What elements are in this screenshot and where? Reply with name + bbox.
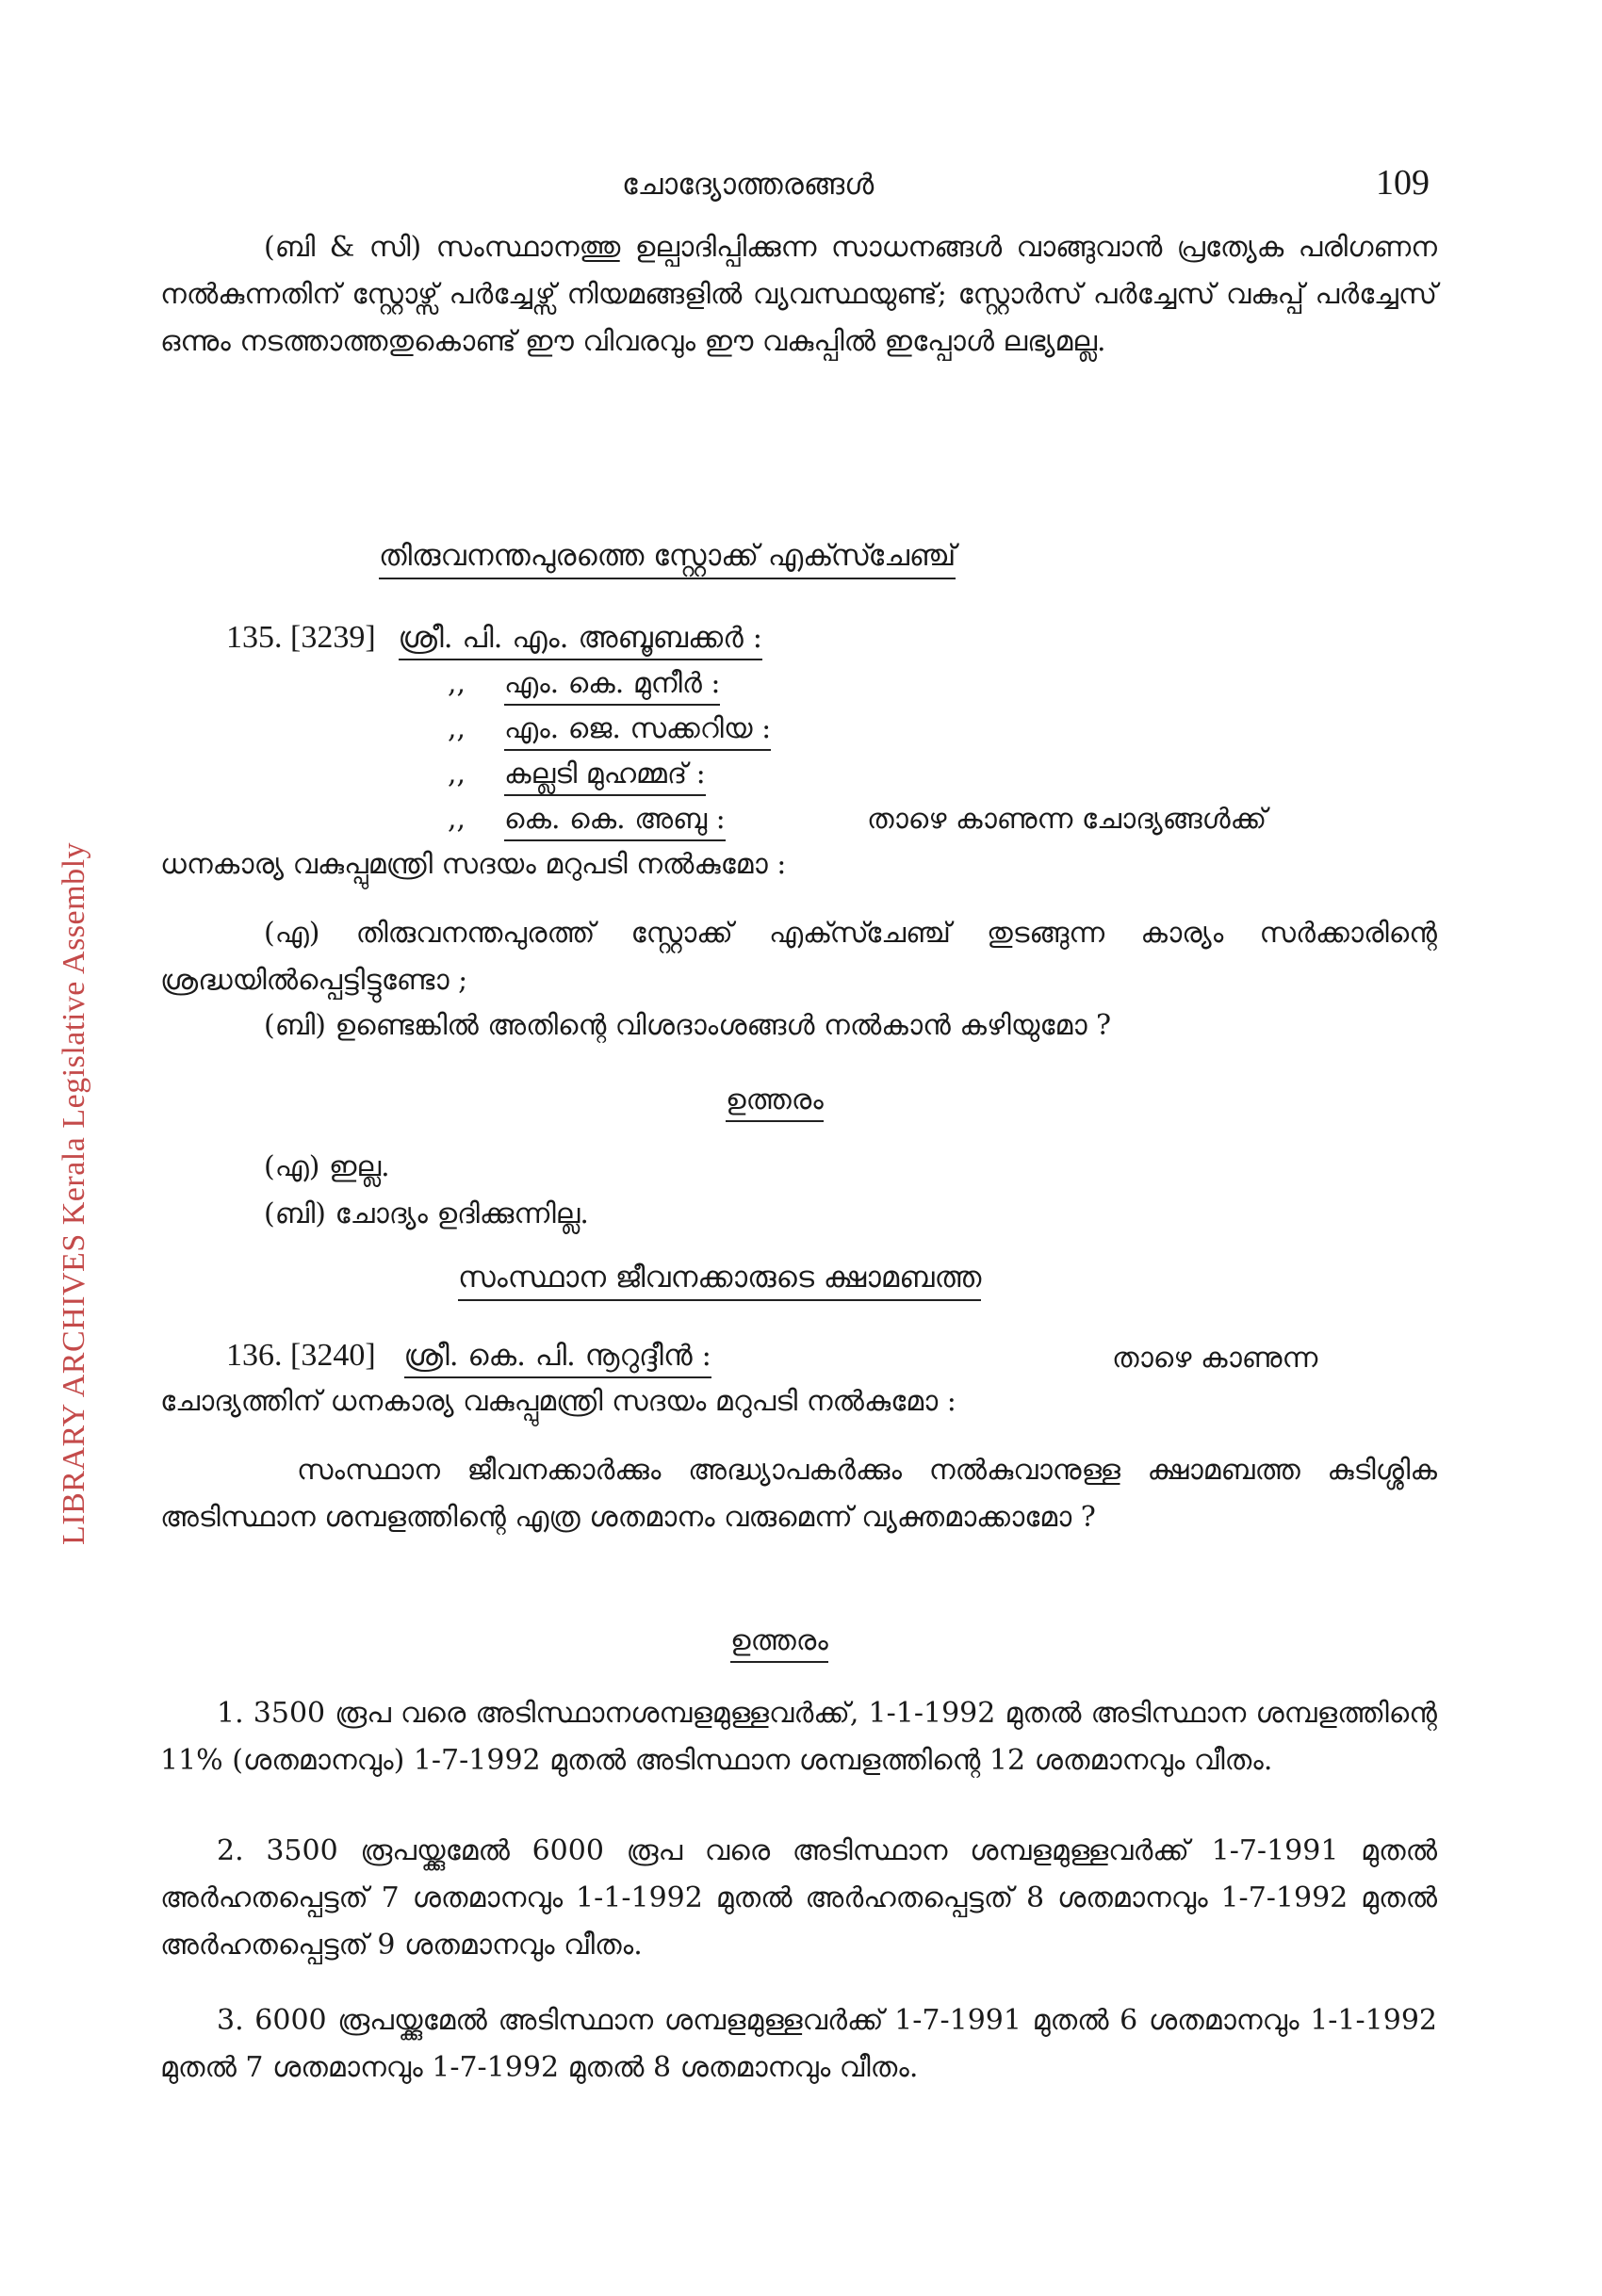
running-title: ചോദ്യോത്തരങ്ങൾ — [622, 168, 875, 202]
members-tail: താഴെ കാണുന്ന ചോദ്യങ്ങൾക്ക് — [867, 803, 1267, 836]
member-line — [448, 712, 771, 745]
answer-136-item: 2. 3500 രൂപയ്ക്കുമേൽ 6000 രൂപ വരെ അടിസ്ഥാന ശമ്പളമുള്ളവർക്ക് 1-7-1991 മുതൽ അർഹതപ്പെട്ടത് 7 ശതമാനവും 1-1-1992 മുതൽ അർഹതപ്പെട്ടത് 8 ശതമാനവും 1-7-1992 മുതൽ അർഹതപ്പെട്ടത് 9 ശതമാനവും വീതം. — [160, 1834, 1437, 1962]
question-135-ask-line: ധനകാര്യ വകുപ്പുമന്ത്രി സദയം മറുപടി നൽകുമോ : — [160, 848, 787, 881]
question-135-part-a: (എ) തിരുവനന്തപുരത്ത് സ്റ്റോക്ക് എക്സ്ചേഞ്ച് തുടങ്ങുന്ന കാര്യം സർക്കാരിന്റെ ശ്രദ്ധയിൽപ്പെട്ടിട്ടുണ്ടോ ; — [160, 917, 1437, 997]
member-line — [448, 757, 706, 790]
ditto-mark: ,, — [448, 757, 466, 790]
member-name: കല്ലടി മുഹമ്മദ് : — [504, 757, 706, 796]
section-heading-stock-exchange: തിരുവനന്തപുരത്തെ സ്റ്റോക്ക് എക്സ്ചേഞ്ച് — [379, 539, 956, 579]
member-name: ശ്രീ. കെ. പി. നൂറുദ്ദീൻ : — [404, 1339, 711, 1378]
question-136-body: സംസ്ഥാന ജീവനക്കാർക്കും അദ്ധ്യാപകർക്കും നൽകുവാനുള്ള ക്ഷാമബത്ത കുടിശ്ശിക അടിസ്ഥാന ശമ്പളത്തിന്റെ എത്ര ശതമാനം വരുമെന്ന് വ്യക്തമാക്കാമോ ? — [160, 1454, 1437, 1534]
top-paragraph: (ബി & സി) സംസ്ഥാനത്തു ഉല്പാദിപ്പിക്കുന്ന സാധനങ്ങൾ വാങ്ങുവാൻ പ്രത്യേക പരിഗണന നൽകുന്നതിന് സ്റ്റോഴ്സ് പർച്ചേഴ്സ് നിയമങ്ങളിൽ വ്യവസ്ഥയുണ്ട്; സ്റ്റോർസ് പർച്ചേസ് വകുപ്പ് പർച്ചേസ് ഒന്നും നടത്താത്തതുകൊണ്ട് ഈ വിവരവും ഈ വകുപ്പിൽ ഇപ്പോൾ ലഭ്യമല്ല. — [160, 231, 1437, 358]
member-line — [448, 667, 720, 700]
question-135-part-b: (ബി) ഉണ്ടെങ്കിൽ അതിന്റെ വിശദാംശങ്ങൾ നൽകാൻ കഴിയുമോ ? — [264, 1009, 1112, 1042]
answer-heading-135: ഉത്തരം — [726, 1083, 824, 1122]
member-name: എം. കെ. മുനീർ : — [504, 667, 720, 706]
answer-135-b: (ബി) ചോദ്യം ഉദിക്കുന്നില്ല. — [264, 1197, 589, 1230]
ditto-mark: ,, — [448, 667, 466, 700]
section-heading-dearness-allowance: സംസ്ഥാന ജീവനക്കാരുടെ ക്ഷാമബത്ത — [458, 1261, 981, 1301]
answer-136-item: 3. 6000 രൂപയ്ക്കുമേൽ അടിസ്ഥാന ശമ്പളമുള്ളവർക്ക് 1-7-1991 മുതൽ 6 ശതമാനവും 1-1-1992 മുതൽ 7 ശതമാനവും 1-7-1992 മുതൽ 8 ശതമാനവും വീതം. — [160, 2004, 1437, 2084]
first-member-name: ശ്രീ. പി. എം. അബൂബക്കർ : — [399, 621, 763, 660]
question-136-header — [226, 1338, 711, 1374]
ditto-mark: ,, — [448, 712, 466, 745]
ditto-mark: ,, — [448, 803, 466, 836]
member-tail: താഴെ കാണുന്ന — [1112, 1342, 1318, 1375]
question-number: 135. [3239] — [226, 620, 376, 655]
archive-watermark-label: LIBRARY ARCHIVES Kerala Legislative Assembly — [57, 841, 91, 1545]
answer-heading-136: ഉത്തരം — [730, 1624, 828, 1663]
question-number: 136. [3240] — [226, 1338, 376, 1373]
member-name: കെ. കെ. അബു : — [504, 803, 726, 841]
page-number: 109 — [1376, 163, 1430, 203]
member-name: എം. ജെ. സക്കറിയ : — [504, 712, 771, 751]
question-135-header — [226, 620, 762, 656]
question-136-ask-line: ചോദ്യത്തിന് ധനകാര്യ വകുപ്പുമന്ത്രി സദയം മറുപടി നൽകുമോ : — [160, 1385, 956, 1418]
member-line — [448, 803, 726, 836]
answer-135-a: (എ) ഇല്ല. — [264, 1150, 390, 1183]
answer-136-item: 1. 3500 രൂപ വരെ അടിസ്ഥാനശമ്പളമുള്ളവർക്ക്, 1-1-1992 മുതൽ അടിസ്ഥാന ശമ്പളത്തിന്റെ 11% (ശതമാനവും) 1-7-1992 മുതൽ അടിസ്ഥാന ശമ്പളത്തിന്റെ 12 ശതമാനവും വീതം. — [160, 1697, 1437, 1777]
